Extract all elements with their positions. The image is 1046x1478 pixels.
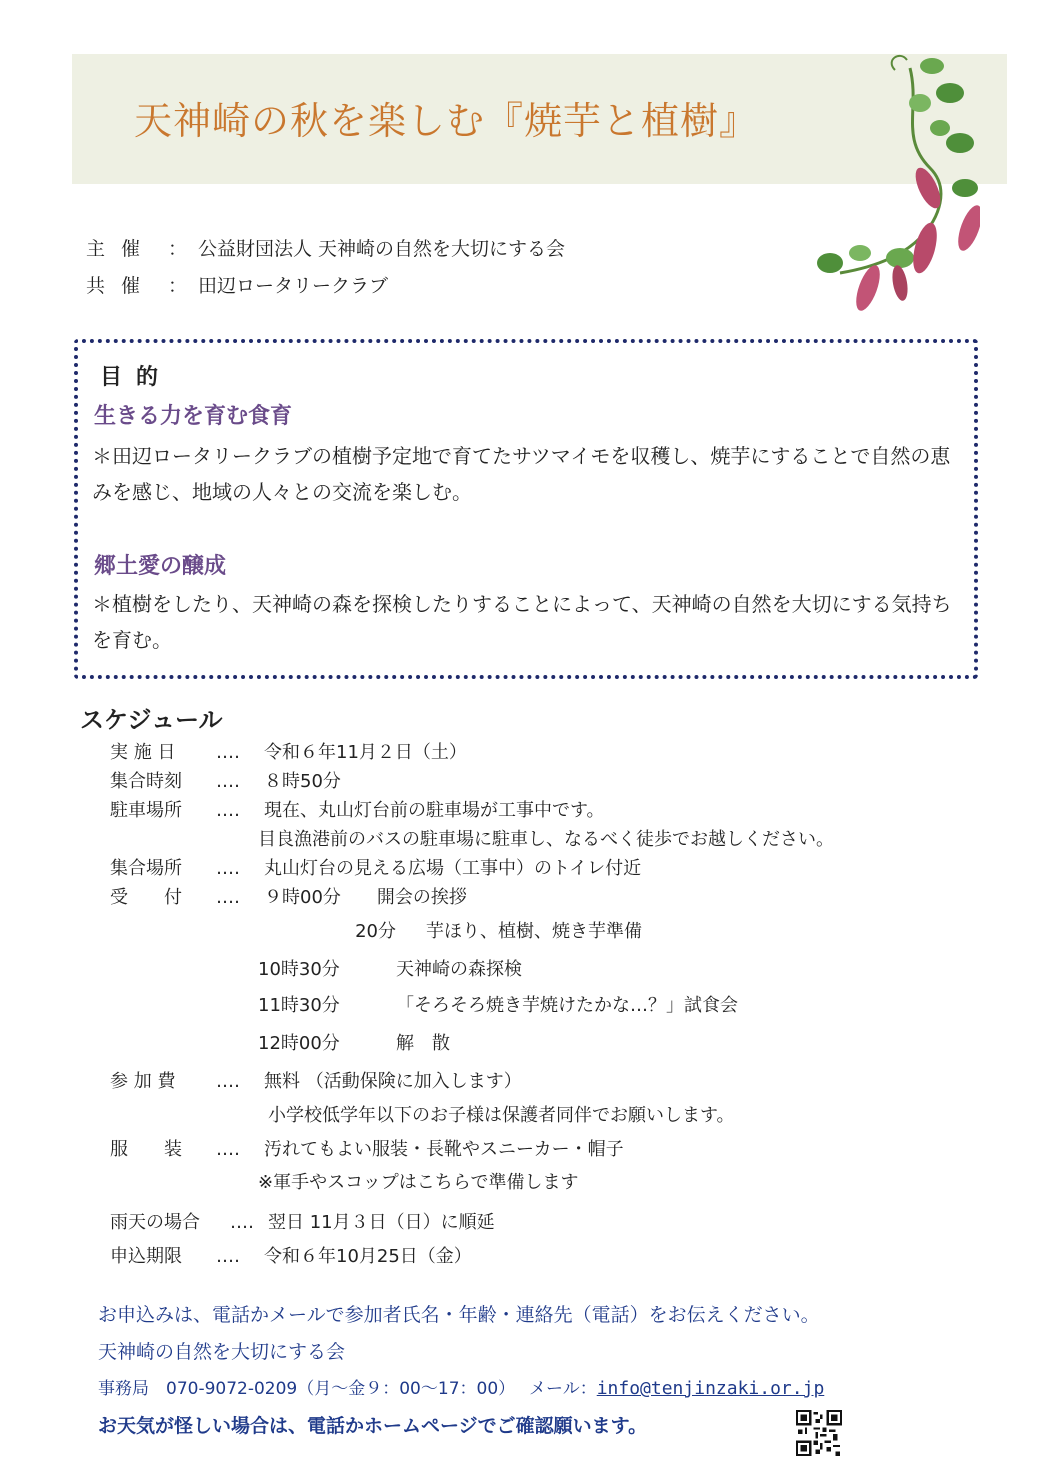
schedule-row: 小学校低学年以下のお子様は保護者同伴でお願いします。 — [268, 1105, 735, 1126]
purpose-text-2: ＊植樹をしたり、天神崎の森を探検したりすることによって、天神崎の自然を大切にする気持ちを育む。 — [92, 592, 952, 652]
organizer-row-cohost: 共催 ： 田辺ロータリークラブ — [86, 275, 389, 297]
schedule-row: 申込期限 ‥‥ 令和６年10月25日（金） — [110, 1246, 472, 1267]
schedule-row: ※軍手やスコップはこちらで準備します — [258, 1172, 579, 1193]
sweet-potato-vine-illustration — [800, 48, 980, 318]
timeline-row: 20分 芋ほり、植樹、焼き芋準備 — [355, 921, 642, 942]
schedule-title: スケジュール — [80, 706, 223, 734]
timeline-row: 10時30分 天神崎の森探検 — [258, 959, 522, 980]
schedule-row: 受 付 ‥‥ ９時00分 開会の挨拶 — [110, 887, 467, 908]
email-link[interactable]: info@tenjinzaki.or.jp — [596, 1378, 825, 1399]
schedule-row: 実 施 日 ‥‥ 令和６年11月２日（土） — [110, 742, 467, 763]
schedule-row: 服 装 ‥‥ 汚れてもよい服装・長靴やスニーカー・帽子 — [110, 1139, 624, 1160]
purpose-subtitle-1: 生きる力を育む食育 — [94, 404, 293, 429]
contact-org-name: 天神崎の自然を大切にする会 — [98, 1341, 346, 1363]
page-title: 天神崎の秋を楽しむ『焼芋と植樹』 — [134, 99, 759, 143]
organizer-row-host: 主催 ： 公益財団法人 天神崎の自然を大切にする会 — [86, 238, 566, 260]
purpose-heading: 目的 — [100, 365, 173, 390]
schedule-row: 駐車場所 ‥‥ 現在、丸山灯台前の駐車場が工事中です。 — [110, 800, 605, 821]
weather-notice: お天気が怪しい場合は、電話かホームページでご確認願います。 — [98, 1415, 648, 1437]
schedule-row: 雨天の場合 ‥‥ 翌日 11月３日（日）に順延 — [110, 1212, 495, 1233]
purpose-subtitle-2: 郷土愛の醸成 — [94, 554, 227, 579]
schedule-row: 集合時刻 ‥‥ ８時50分 — [110, 771, 341, 792]
schedule-row: 集合場所 ‥‥ 丸山灯台の見える広場（工事中）のトイレ付近 — [110, 858, 642, 879]
contact-instructions: お申込みは、電話かメールで参加者氏名・年齢・連絡先（電話）をお伝えください。 — [98, 1304, 820, 1326]
purpose-text-1: ＊田辺ロータリークラブの植樹予定地で育てたサツマイモを収穫し、焼芋にすることで自然の恵みを感じ、地域の人々との交流を楽しむ。 — [92, 444, 951, 504]
schedule-row: 参 加 費 ‥‥ 無料 （活動保険に加入します） — [110, 1071, 522, 1092]
qr-code-icon[interactable] — [796, 1410, 842, 1456]
schedule-row: 目良漁港前のバスの駐車場に駐車し、なるべく徒歩でお越しください。 — [258, 829, 834, 850]
timeline-row: 11時30分 「そろそろ焼き芋焼けたかな…？」試食会 — [258, 995, 738, 1016]
contact-office: 事務局 070-9072-0209（月～金９：00～17：00） メール：info@tenjinzaki.or.jp — [98, 1378, 825, 1399]
timeline-row: 12時00分 解 散 — [258, 1033, 450, 1054]
